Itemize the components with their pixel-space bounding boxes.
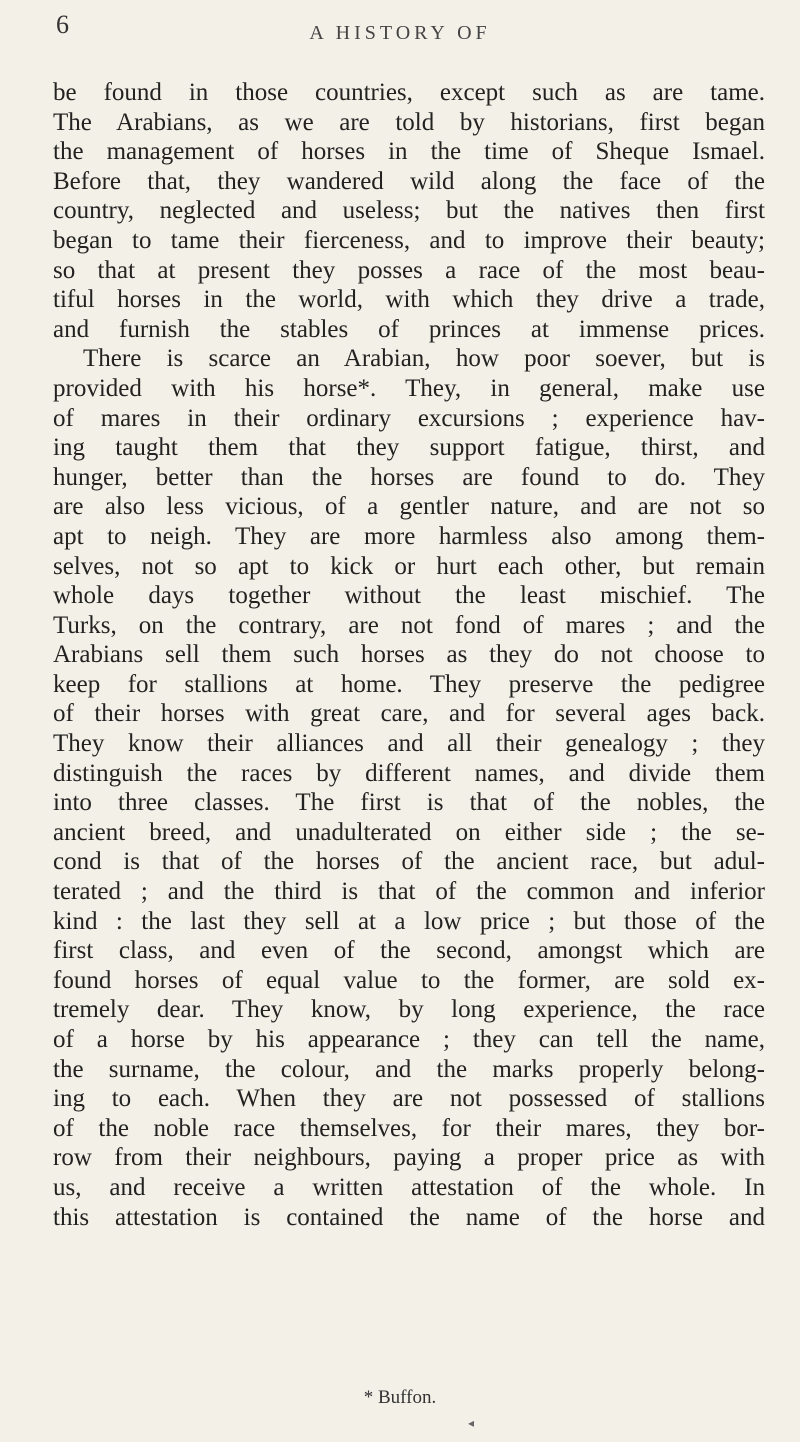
text-line: provided with his horse*. They, in general, make use: [53, 374, 765, 402]
text-line: ancient breed, and unadulterated on either side ; the se-: [53, 818, 765, 846]
page-number: 6: [56, 10, 69, 39]
text-line: the surname, the colour, and the marks properly belong-: [53, 1055, 765, 1083]
text-line: They know their alliances and all their genealogy ; they: [53, 730, 765, 758]
text-line: first class, and even of the second, amongst which are: [53, 937, 765, 965]
text-line: into three classes. The first is that of the nobles, the: [53, 789, 765, 817]
footnote: * Buffon.: [363, 1387, 437, 1408]
text-line: The Arabians, as we are told by historians, first began: [53, 108, 765, 136]
body-text: [53, 78, 765, 1232]
text-line: hunger, better than the horses are found to do. They: [53, 463, 765, 491]
text-line: be found in those countries, except such as are tame.: [53, 79, 765, 106]
text-line: this attestation is contained the name of the horse and: [53, 1203, 765, 1231]
text-line: tremely dear. They know, by long experience, the race: [53, 996, 765, 1024]
text-line: cond is that of the horses of the ancient race, but adul-: [53, 848, 765, 876]
text-line: Turks, on the contrary, are not fond of mares ; and the: [53, 611, 765, 639]
running-title: A HISTORY OF: [309, 22, 491, 44]
text-line: Arabians sell them such horses as they do not choose to: [53, 641, 765, 669]
text-line: of a horse by his appearance ; they can tell the name,: [53, 1026, 765, 1053]
text-line: row from their neighbours, paying a proper price as with: [53, 1144, 765, 1172]
text-line: Before that, they wandered wild along the face of the: [53, 167, 765, 195]
text-line: apt to neigh. They are more harmless also among them-: [53, 522, 765, 550]
text-line: country, neglected and useless; but the natives then first: [53, 197, 765, 225]
text-line: so that at present they posses a race of the most beau-: [53, 256, 765, 284]
text-line: selves, not so apt to kick or hurt each other, but remain: [53, 552, 765, 580]
text-line: began to tame their fierceness, and to improve their beauty;: [53, 226, 765, 254]
printer-mark: ◂: [468, 1416, 475, 1430]
text-line: of the noble race themselves, for their mares, they bor-: [53, 1114, 765, 1142]
text-line: the management of horses in the time of Sheque Ismael.: [53, 138, 765, 166]
text-line: tiful horses in the world, with which they drive a trade,: [53, 286, 765, 314]
text-line: keep for stallions at home. They preserve the pedigree: [53, 670, 765, 698]
text-line: ing taught them that they support fatigue, thirst, and: [53, 434, 765, 462]
text-line: of mares in their ordinary excursions ; experience hav-: [53, 404, 765, 432]
text-line: us, and receive a written attestation of the whole. In: [53, 1173, 765, 1201]
text-line: of their horses with great care, and for several ages back.: [53, 700, 765, 728]
text-line: are also less vicious, of a gentler nature, and are not so: [53, 493, 765, 521]
text-line: and furnish the stables of princes at immense prices.: [53, 315, 765, 343]
text-line: kind : the last they sell at a low price ; but those of the: [53, 907, 765, 935]
text-line: whole days together without the least mischief. The: [53, 582, 765, 610]
text-line: terated ; and the third is that of the common and inferior: [53, 878, 765, 906]
text-line: found horses of equal value to the former, are sold ex-: [53, 966, 765, 994]
text-line: distinguish the races by different names, and divide them: [53, 759, 765, 787]
text-line: ing to each. When they are not possessed of stallions: [53, 1085, 765, 1113]
text-line: There is scarce an Arabian, how poor soever, but is: [83, 345, 765, 373]
